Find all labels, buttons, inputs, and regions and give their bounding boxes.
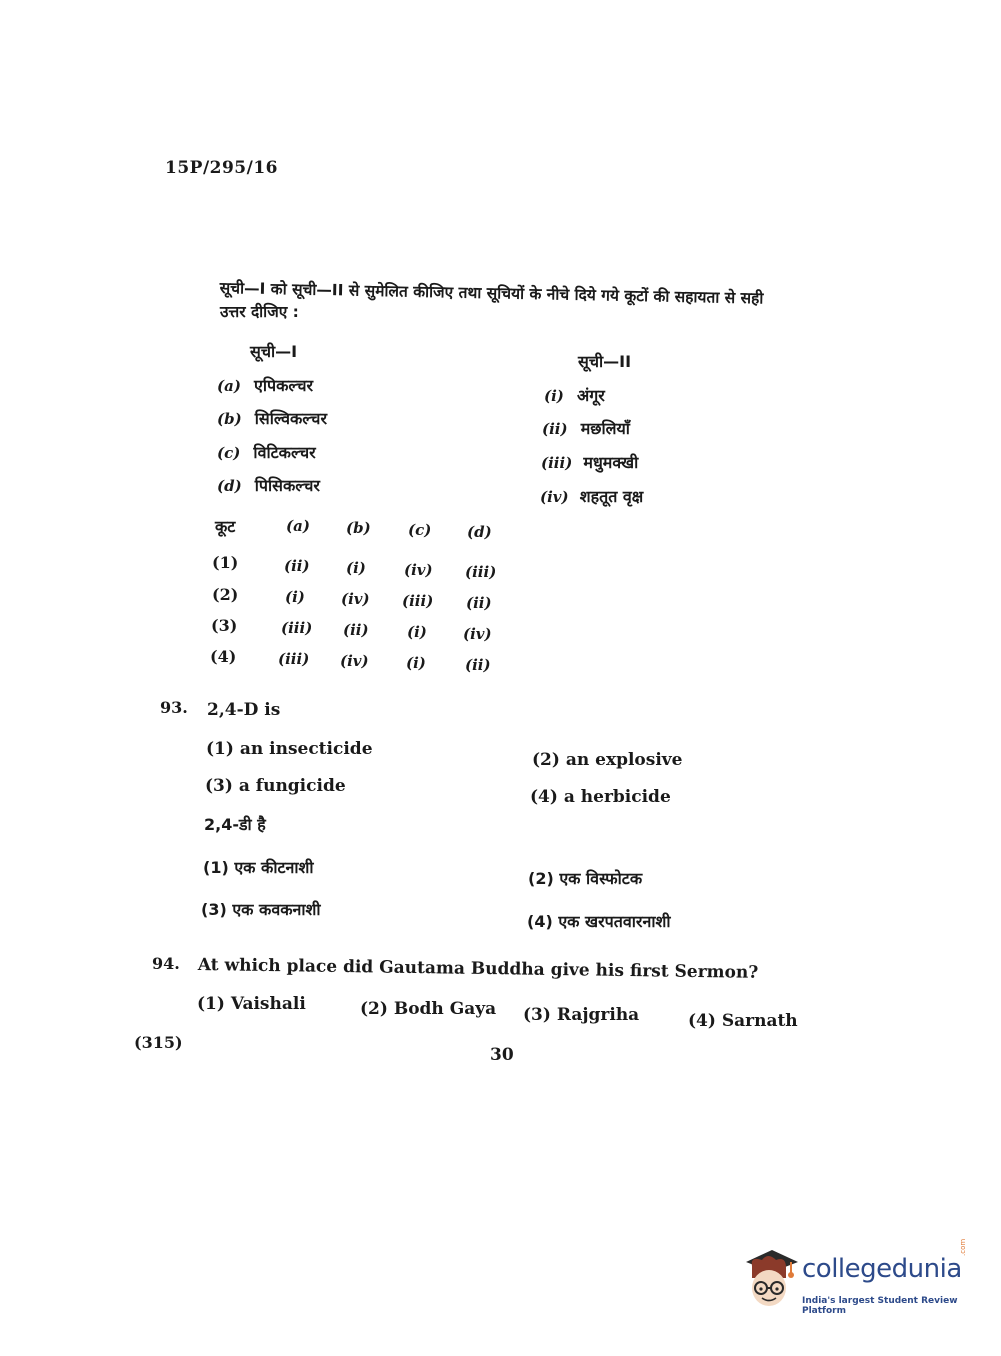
list2-item <box>542 417 630 439</box>
codes-cell: (iii) <box>281 619 313 637</box>
codes-cell: (ii) <box>284 557 310 575</box>
option: (3) Rajgriha <box>523 1005 640 1025</box>
logo-tagline: India's largest Student Review Platform <box>802 1296 958 1316</box>
list1-item <box>217 407 327 429</box>
list1-item <box>217 374 313 396</box>
codes-cell: (ii) <box>465 656 491 674</box>
question-text-hindi: 2,4-डी है <box>204 815 266 834</box>
list1-item-text: सिल्विकल्चर <box>254 409 327 428</box>
footer-code: (315) <box>134 1033 183 1052</box>
question-text: At which place did Gautama Buddha give his first Sermon? <box>197 955 759 983</box>
codes-header: (a) <box>286 517 310 535</box>
list1-item-key: (b) <box>217 410 242 428</box>
codes-cell: (iii) <box>278 650 310 668</box>
list2-title: सूची—II <box>578 352 632 371</box>
logo-suffix: .com <box>959 1238 967 1256</box>
instruction-line-1: सूची—I को सूची—II से सुमेलित कीजिए तथा सूचियों के नीचे दिये गये कूटों की सहायता से सही <box>219 278 764 308</box>
question-text: 2,4-D is <box>207 700 281 720</box>
codes-cell: (iv) <box>340 652 369 670</box>
option-hindi: (4) एक खरपतवारनाशी <box>527 912 671 931</box>
list2-item <box>540 485 643 507</box>
list1-item-key: (d) <box>217 477 242 495</box>
option: (2) Bodh Gaya <box>360 999 497 1019</box>
codes-cell: (ii) <box>343 621 369 639</box>
codes-cell: (iv) <box>463 625 492 643</box>
option: (3) a fungicide <box>205 776 346 796</box>
list2-item-text: अंगूर <box>577 386 605 405</box>
codes-header: (c) <box>408 521 432 539</box>
option-hindi: (2) एक विस्फोटक <box>528 869 643 888</box>
list2-item-text: शहतूत वृक्ष <box>579 487 644 506</box>
logo-wordmark: collegedunia <box>802 1254 962 1284</box>
list2-item-key: (iv) <box>540 488 569 506</box>
codes-cell: (iv) <box>404 561 433 579</box>
codes-row-num: (4) <box>210 647 237 666</box>
instruction-line-2: उत्तर दीजिए : <box>220 303 299 321</box>
list2-item-text: मधुमक्खी <box>583 453 639 472</box>
option: (2) an explosive <box>532 750 683 770</box>
question-number: 93. <box>160 698 188 717</box>
list1-item-key: (c) <box>217 444 241 462</box>
codes-cell: (ii) <box>466 594 492 612</box>
codes-label: कूट <box>215 517 236 536</box>
list1-item-key: (a) <box>217 377 241 395</box>
codes-header: (d) <box>467 523 492 541</box>
list1-item-text: एपिकल्चर <box>254 376 314 395</box>
question-number: 94. <box>152 954 180 973</box>
codes-cell: (iii) <box>402 592 434 610</box>
list2-item-key: (i) <box>544 387 564 405</box>
codes-row-num: (3) <box>211 616 238 635</box>
option: (1) Vaishali <box>197 994 306 1014</box>
list1-item-text: विटिकल्चर <box>253 443 316 462</box>
list1-item <box>217 441 316 463</box>
codes-cell: (iii) <box>465 563 497 581</box>
option: (1) an insecticide <box>206 739 373 759</box>
list1-title: सूची—I <box>250 342 298 361</box>
codes-header: (b) <box>346 519 371 537</box>
codes-cell: (i) <box>285 588 305 606</box>
codes-cell: (i) <box>406 654 426 672</box>
list1-item <box>217 474 320 496</box>
mascot-icon <box>742 1248 800 1314</box>
list2-item-key: (ii) <box>542 420 568 438</box>
list2-item <box>544 384 605 406</box>
option-hindi: (1) एक कीटनाशी <box>203 858 314 877</box>
codes-row-num: (2) <box>212 585 239 604</box>
page-number: 30 <box>490 1045 514 1065</box>
list2-item-text: मछलियाँ <box>580 419 630 438</box>
collegedunia-logo[interactable] <box>742 1238 972 1318</box>
list2-item <box>541 451 638 473</box>
list1-item-text: पिसिकल्चर <box>254 476 320 495</box>
option-hindi: (3) एक कवकनाशी <box>201 900 321 919</box>
option: (4) Sarnath <box>688 1011 798 1031</box>
codes-cell: (i) <box>346 559 366 577</box>
option: (4) a herbicide <box>530 787 671 807</box>
paper-code: 15P/295/16 <box>165 158 279 178</box>
list2-item-key: (iii) <box>541 454 573 472</box>
codes-row-num: (1) <box>212 553 239 572</box>
codes-cell: (iv) <box>341 590 370 608</box>
codes-cell: (i) <box>407 623 427 641</box>
